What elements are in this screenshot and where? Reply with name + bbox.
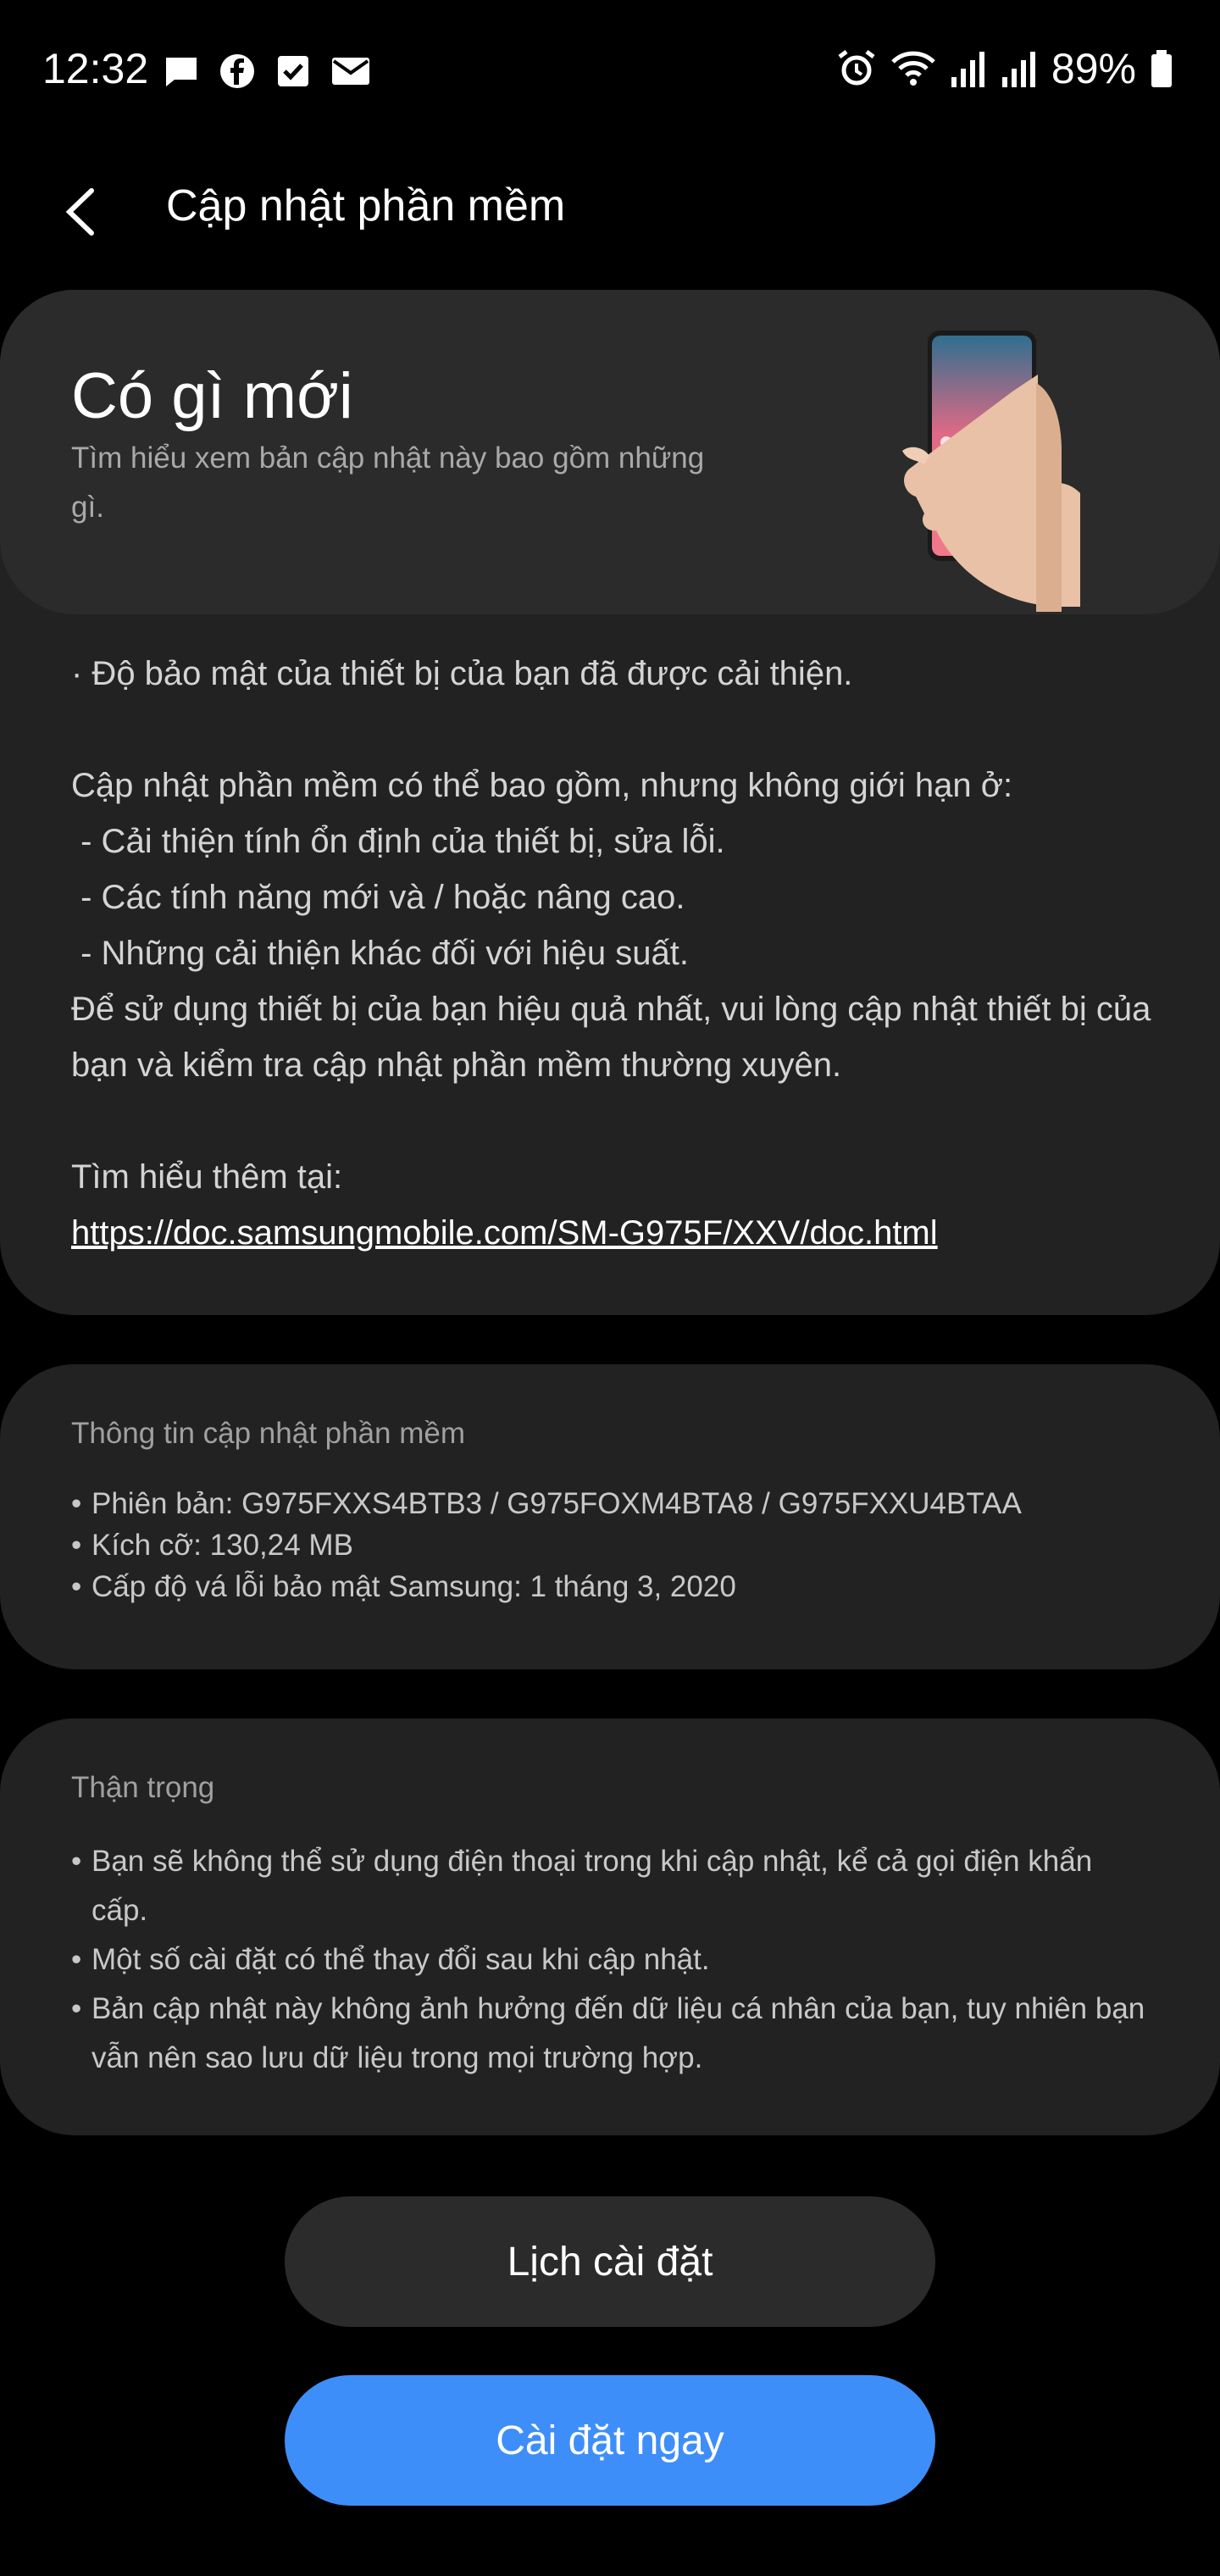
caution-list — [71, 1837, 1147, 2083]
update-info-list — [71, 1483, 1147, 1607]
whats-new-body — [71, 646, 1164, 1261]
caution-text: Bạn sẽ không thể sử dụng điện thoại trong khi cập nhật, kể cả gọi điện khẩn cấp. — [92, 1845, 1093, 1927]
version-text: Phiên bản: G975FXXS4BTB3 / G975FOXM4BTA8 / G975FXXU4BTAA — [92, 1487, 1022, 1520]
list-item: • Bản cập nhật này không ảnh hưởng đến dữ liệu cá nhân của bạn, tuy nhiên bạn vẫn nên sao lưu dữ liệu trong mọi trường hợp. — [71, 1985, 1147, 2083]
size-text: Kích cỡ: 130,24 MB — [92, 1529, 353, 1562]
page-title: Cập nhật phần mềm — [166, 181, 566, 230]
list-item: • Kích cỡ: 130,24 MB — [71, 1524, 1147, 1566]
message-icon — [163, 53, 200, 90]
body-line — [71, 1093, 1164, 1149]
body-line: Để sử dụng thiết bị của bạn hiệu quả nhất, vui lòng cập nhật thiết bị của bạn và kiểm tra cập nhật phần mềm thường xuyên. — [71, 991, 1161, 1084]
battery-percent: 89% — [1051, 45, 1136, 92]
install-now-button[interactable]: Cài đặt ngay — [285, 2375, 935, 2506]
update-info-card — [0, 1364, 1220, 1669]
app-header — [0, 148, 1220, 267]
caution-text: Một số cài đặt có thể thay đổi sau khi cập nhật. — [92, 1943, 710, 1976]
mail-icon — [330, 53, 371, 90]
body-line: · Độ bảo mật của thiết bị của bạn đã được cải thiện. — [71, 655, 853, 692]
signal-icon — [1001, 48, 1038, 89]
status-bar — [0, 0, 1220, 148]
body-line: Tìm hiểu thêm tại: — [71, 1158, 343, 1196]
signal-icon — [950, 48, 987, 89]
whats-new-card — [0, 290, 1220, 1315]
wifi-icon — [890, 48, 936, 89]
checkbox-icon — [274, 53, 312, 90]
back-button[interactable] — [53, 182, 112, 242]
list-item: • Bạn sẽ không thể sử dụng điện thoại trong khi cập nhật, kể cả gọi điện khẩn cấp. — [71, 1837, 1147, 1935]
security-patch-text: Cấp độ vá lỗi bảo mật Samsung: 1 tháng 3, 2020 — [92, 1570, 736, 1603]
whats-new-subtitle: Tìm hiểu xem bản cập nhật này bao gồm những gì. — [71, 441, 705, 524]
battery-icon — [1150, 48, 1173, 89]
caution-heading: Thận trọng — [71, 1771, 215, 1804]
whats-new-header — [0, 290, 1220, 614]
body-line: - Những cải thiện khác đối với hiệu suất. — [71, 935, 689, 972]
chevron-left-icon — [53, 182, 112, 242]
phone-in-hand-illustration — [894, 324, 1080, 616]
caution-text: Bản cập nhật này không ảnh hưởng đến dữ liệu cá nhân của bạn, tuy nhiên bạn vẫn nên sao lưu dữ liệu trong mọi trường hợp. — [92, 1992, 1145, 2074]
body-line: Cập nhật phần mềm có thể bao gồm, nhưng không giới hạn ở: — [71, 767, 1013, 804]
list-item: • Phiên bản: G975FXXS4BTB3 / G975FOXM4BTA8 / G975FXXU4BTAA — [71, 1483, 1147, 1524]
notification-icons — [163, 53, 371, 90]
caution-card — [0, 1718, 1220, 2135]
system-icons — [836, 44, 1173, 93]
whats-new-title: Có gì mới — [71, 360, 353, 432]
update-info-heading: Thông tin cập nhật phần mềm — [71, 1417, 466, 1450]
alarm-icon — [836, 48, 877, 89]
body-line: - Các tính năng mới và / hoặc nâng cao. — [71, 879, 685, 916]
schedule-install-button[interactable]: Lịch cài đặt — [285, 2196, 935, 2327]
facebook-icon — [219, 53, 256, 90]
doc-link[interactable]: https://doc.samsungmobile.com/SM-G975F/XXV/doc.html — [71, 1214, 938, 1252]
body-line: - Cải thiện tính ổn định của thiết bị, sửa lỗi. — [71, 823, 725, 860]
status-time: 12:32 — [42, 45, 149, 92]
body-line — [71, 702, 1164, 758]
list-item: • Một số cài đặt có thể thay đổi sau khi cập nhật. — [71, 1935, 1147, 1985]
list-item: • Cấp độ vá lỗi bảo mật Samsung: 1 tháng 3, 2020 — [71, 1566, 1147, 1607]
